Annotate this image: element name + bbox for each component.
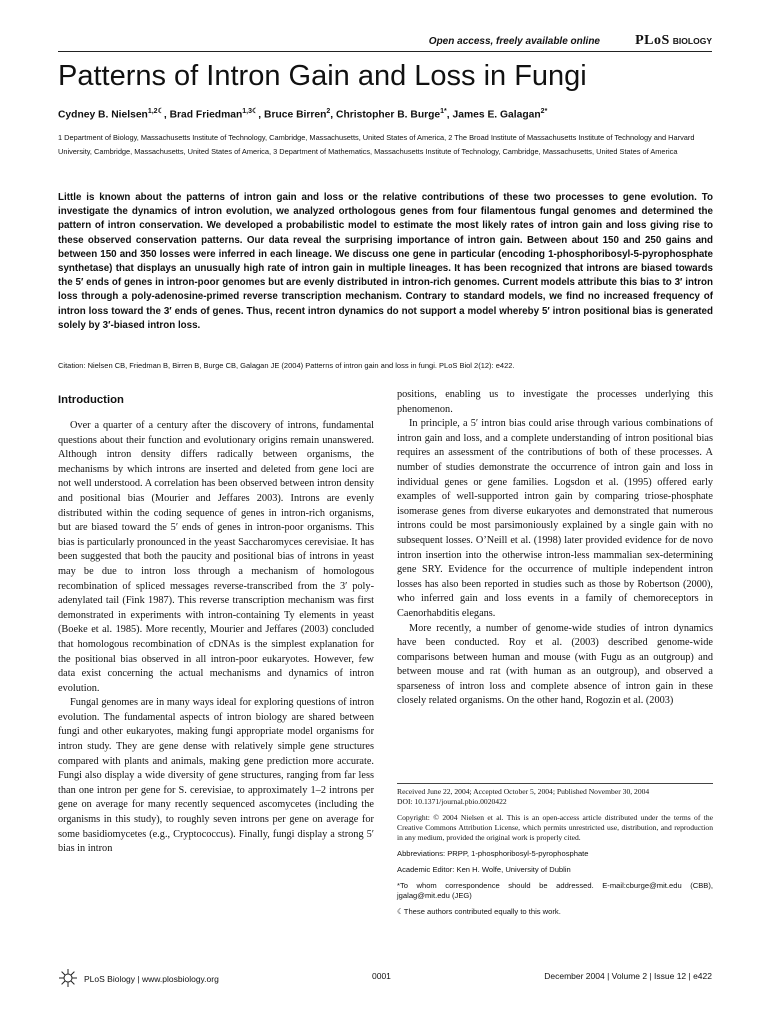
citation: Citation: Nielsen CB, Friedman B, Birren B, Burge CB, Galagan JE (2004) Patterns of intron gain and loss in fungi. PLoS Biol 2(12): e422. [58, 361, 515, 370]
journal-logo [635, 33, 712, 49]
page-number: 0001 [372, 971, 391, 981]
abstract: Little is known about the patterns of intron gain and loss or the relative contributions of these two processes to gene evolution. To investigate the dynamics of intron evolution, we analyzed orthologous genes from four filamentous fungal genomes and determined the pattern of intron conservation. We developed a probabilistic model to estimate the most likely rates of intron gain and loss giving rise to these observed conservation patterns. Our data reveal the surprising importance of intron gain. Between about 150 and 250 gains and between 150 and 350 losses were inferred in each lineage. We discuss one gene in particular (encoding 1-phosphoribosyl-5-pyrophosphate synthetase) that displays an unusually high rate of intron gain in multiple lineages. It has been recognized that introns are biased towards the 5′ ends of genes in intron-poor genomes but are evenly distributed in intron-rich genomes. Current models attribute this bias to 3′ intron loss through a poly-adenosine-primed reverse transcription mechanism. Contrary to standard models, we find no increased frequency of intron loss toward the 3′ ends of genes. Thus, recent intron dynamics do not support a model whereby 5′ intron positional bias is generated solely by 3′-biased intron loss. [58, 192, 713, 331]
author-name: Christopher B. Burge [336, 109, 441, 121]
correspondence-note: *To whom correspondence should be addressed. E-mail:cburge@mit.edu (CBB), jgalag@mit.edu (JEG) [397, 881, 713, 900]
article-notes [397, 783, 713, 923]
author-name: James E. Galagan [452, 109, 541, 121]
paragraph: positions, enabling us to investigate the processes underlying this phenomenon. [397, 389, 713, 415]
paragraph: Over a quarter of a century after the discovery of introns, fundamental questions about their function and evolutionary origins remain unanswered. Although intron density differs radically between organisms, the mechanisms by which introns are inserted and deleted from gene loci are not well understood. A correlation has been observed between intron density and positional bias (Mourier and Jeffares 2003). Introns are evenly distributed within the coding sequence of genes in intron-rich organisms, but are biased toward the 5′ ends of genes in intron-poor organisms. This bias is particularly pronounced in the yeast Saccharomyces cerevisiae. It has been suggested that both the paucity and positional bias of introns in yeast may be due to intron loss through a mechanism of homologous recombination of spliced messages reverse-transcribed from the 3′ poly-adenylated tail (Fink 1987). This reverse transcription mechanism was first demonstrated in experiments with intron-containing Ty elements in yeast (Boeke et al. 1985). More recently, Mourier and Jeffares (2003) concluded that homologous recombination of cDNAs is the simplest explanation for the positional bias observed in all intron-poor eukaryotes. However, few data exist concerning the actual mechanisms and dynamics of intron evolution. [58, 420, 374, 694]
issue-info: December 2004 | Volume 2 | Issue 12 | e422 [544, 971, 712, 981]
author-affil-mark: 2 [326, 108, 331, 115]
author-affil-mark: 1,2☾ [147, 108, 164, 115]
article-title: Patterns of Intron Gain and Loss in Fungi [58, 60, 587, 92]
paragraph: More recently, a number of genome-wide studies of intron dynamics have been conducted. Roy et al. (2003) described genome-wide comparisons between human and mouse (with Fugu as an outgroup) and between mouse and rat (with human as an outgroup), and observed a sparseness of intron loss and complete absence of intron gain in these closely related organisms. On the other hand, Rogozin et al. (2003) [397, 622, 713, 707]
running-header [58, 33, 712, 52]
author-separator: , [258, 109, 265, 121]
footer-journal-text: PLoS Biology | www.plosbiology.org [84, 974, 219, 984]
author-name: Brad Friedman [169, 109, 243, 121]
author-name: Bruce Birren [264, 109, 327, 121]
open-access-tagline: Open access, freely available online [428, 36, 600, 47]
received-dates: Received June 22, 2004; Accepted October 5, 2004; Published November 30, 2004 [397, 787, 650, 796]
author-separator: , [446, 109, 453, 121]
body-column-left [58, 419, 374, 857]
dates-and-doi [397, 787, 713, 807]
plos-sunburst-icon [58, 968, 78, 988]
logo-text: PLoS [635, 33, 670, 48]
author-affil-mark: 1,3☾ [242, 108, 259, 115]
paragraph: Fungal genomes are in many ways ideal for exploring questions of intron evolution. The fundamental aspects of intron biology are shared between fungi and other eukaryotes, making fungi appropriate model organisms for intron study. They are gene dense with relatively simple gene structures compared with plants and animals, making gene prediction more accurate. Fungi also display a wide diversity of gene structures, ranging from far less than one intron per gene for S. cerevisiae, to approximately 1–2 introns per gene on average for many recently sequenced ascomycetes (including the organisms in this study), to roughly seven introns per gene on average for some basidiomycetes (e.g., Cryptococcus). Finally, fungi display a strong 5′ bias in intron [58, 697, 374, 855]
author-affil-mark: 1* [440, 108, 447, 115]
abbreviations-note: Abbreviations: PRPP, 1-phosphoribosyl-5-pyrophosphate [397, 849, 589, 858]
introduction-heading: Introduction [58, 394, 124, 406]
author-separator: , [163, 109, 170, 121]
affiliations: 1 Department of Biology, Massachusetts Institute of Technology, Cambridge, Massachusetts, United States of America, 2 The Broad Institute of Massachusetts Institute of Technology and Harvard University, Cambridge, Massachusetts, United States of America, 3 Department of Mathematics, Massachusetts Institute of Technology, Cambridge, Massachusetts, United States of America [58, 133, 695, 156]
footer-journal [58, 968, 219, 988]
author-list [58, 107, 718, 120]
copyright-note: Copyright: © 2004 Nielsen et al. This is an open-access article distributed under the terms of the Creative Commons Attribution License, which permits unrestricted use, distribution, and reproduction in any medium, provided the original work is properly cited. [397, 813, 713, 842]
equal-contribution-note: ☾These authors contributed equally to this work. [397, 907, 561, 916]
author-affil-mark: 2* [540, 108, 548, 115]
academic-editor-note: Academic Editor: Ken H. Wolfe, University of Dublin [397, 865, 571, 874]
author-name: Cydney B. Nielsen [58, 109, 148, 121]
body-column-right [397, 388, 713, 709]
paragraph: In principle, a 5′ intron bias could arise through various combinations of intron gain and loss, and a complete understanding of intron positional bias requires an assessment of the contributions of both of these processes. A number of studies demonstrate the occurrence of intron gain and loss in individual genes or gene families. Logsdon et al. (1995) offered early examples of well-supported intron gain by comparing triose-phosphate isomerase genes from diverse eukaryotes and demonstrated that numerous introns could be most parsimoniously explained by a single gain with no subsequent losses. O’Neill et al. (1998) later provided evidence for de novo intron insertion into the otherwise intron-less mammalian sex-determining gene SRY. Evidence for the occurrence of multiple independent intron losses has also been reported in studies such as those by Robertson (2000), who inferred gain and loss events in a family of chemoreceptors in Caenorhabditis elegans. [397, 418, 713, 619]
logo-subtext: BIOLOGY [672, 36, 712, 46]
doi: DOI: 10.1371/journal.pbio.0020422 [397, 797, 507, 806]
author-separator: , [330, 109, 337, 121]
